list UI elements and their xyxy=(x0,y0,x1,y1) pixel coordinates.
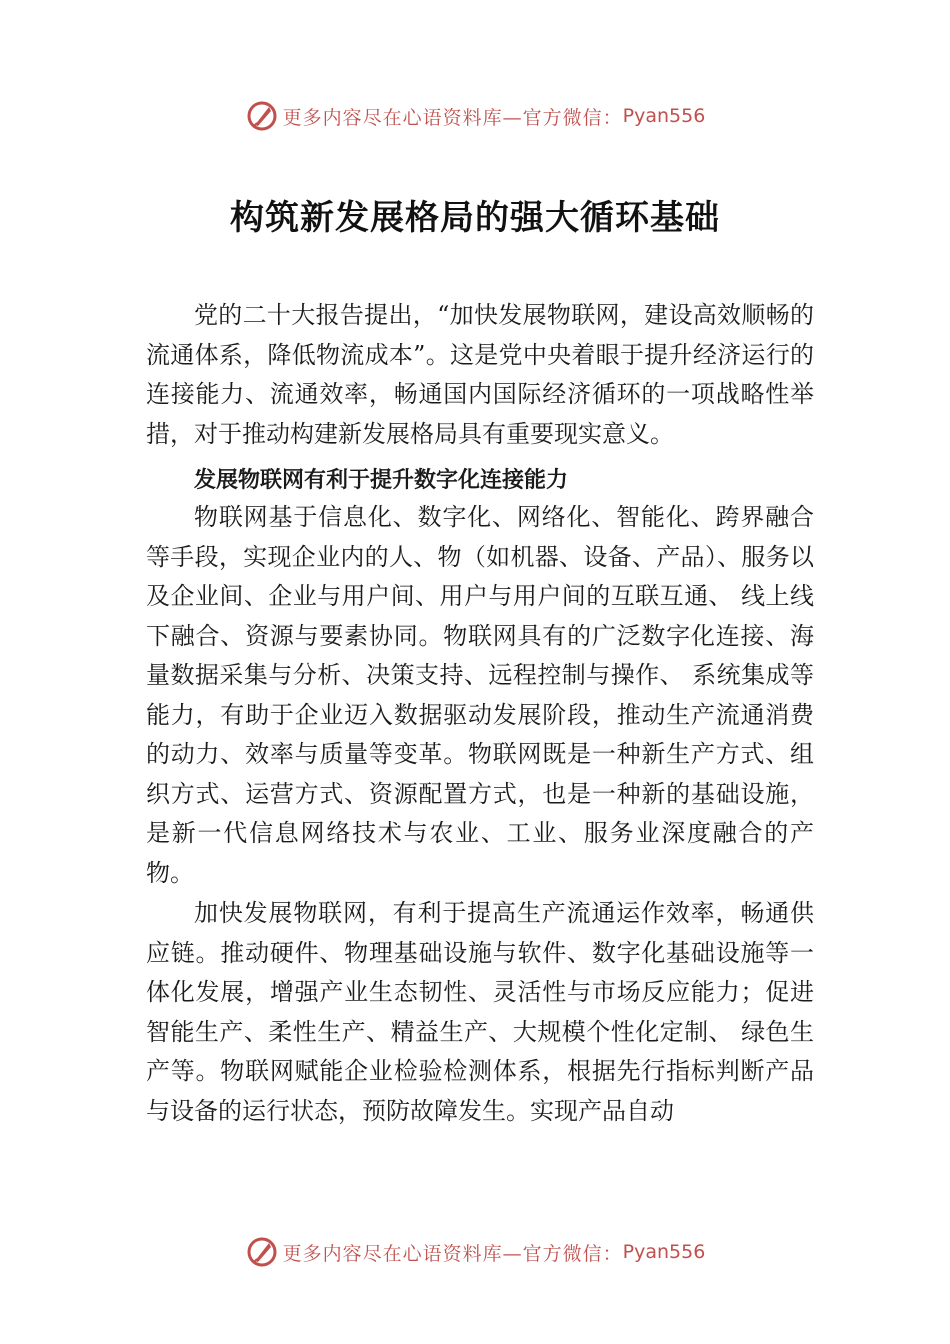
paragraph-body: 物联网基于信息化、数字化、网络化、智能化、跨界融合等手段，实现企业内的人、物（如机器、设备、产品）、服务以及企业间、企业与用户间、用户与用户间的互联互通、 线上线下融合、资源与要素协同。物联网具有的广泛数字化连接、海量数据采集与分析、决策支持、远程控制与操作、 系统集成等能力，有助于企业迈入数据驱动发展阶段，推动生产流通消费的动力、效率与质量等变革。物联网既是一种新生产方式、组织方式、运营方式、资源配置方式，也是一种新的基础设施，是新一代信息网络技术与农业、工业、服务业深度融合的产物。 xyxy=(146,503,814,887)
quill-logo-icon xyxy=(245,1235,279,1269)
quill-logo-icon xyxy=(245,99,279,133)
document-title: 构筑新发展格局的强大循环基础 xyxy=(230,198,720,238)
wechat-id: Pyan556 xyxy=(622,105,706,127)
banner-text: 更多内容尽在心语资料库—官方微信： xyxy=(282,106,623,129)
paragraph-intro: 党的二十大报告提出，“加快发展物联网，建设高效顺畅的流通体系，降低物流成本”。这是党中央着眼于提升经济运行的连接能力、流通效率，畅通国内国际经济循环的一项战略性举措，对于推动构建新发展格局具有重要现实意义。 xyxy=(146,301,814,448)
footer-banner xyxy=(0,1232,950,1272)
header-banner xyxy=(0,96,950,136)
banner-text: 更多内容尽在心语资料库—官方微信： xyxy=(282,1242,623,1265)
section-heading: 发展物联网有利于提升数字化连接能力 xyxy=(194,468,569,493)
wechat-id: Pyan556 xyxy=(622,1241,706,1263)
paragraph-body: 加快发展物联网，有利于提高生产流通运作效率，畅通供应链。推动硬件、物理基础设施与软件、数字化基础设施等一体化发展，增强产业生态韧性、灵活性与市场反应能力；促进智能生产、柔性生产、精益生产、大规模个性化定制、 绿色生产等。物联网赋能企业检验检测体系，根据先行指标判断产品与设备的运行状态，预防故障发生。实现产品自动 xyxy=(146,899,814,1125)
